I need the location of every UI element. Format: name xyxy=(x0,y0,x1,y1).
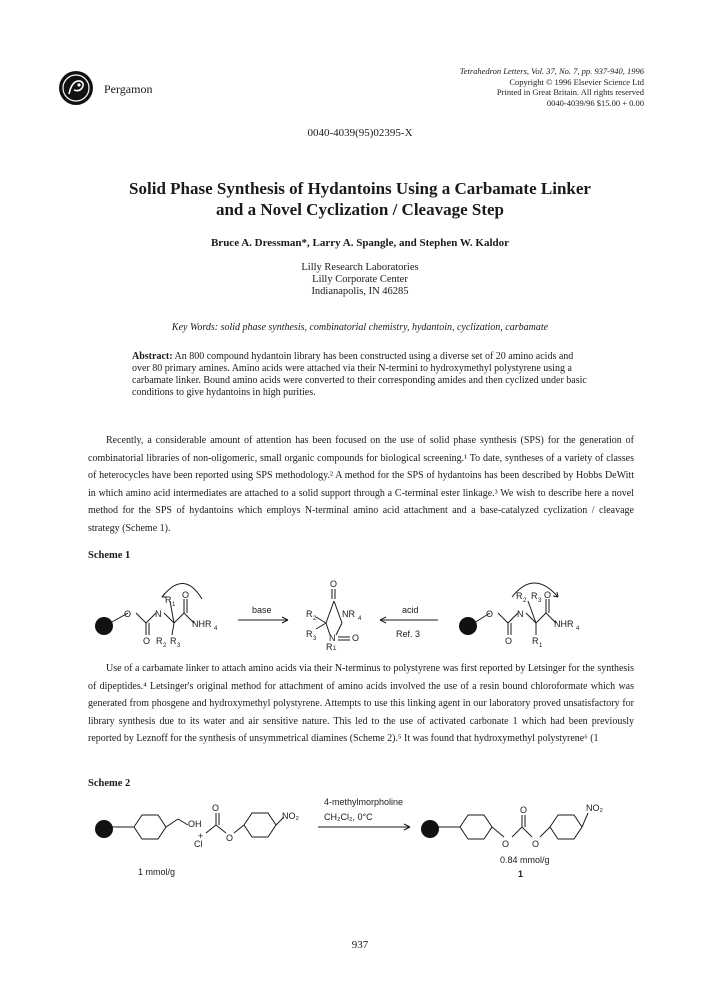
s1-left-o-link: O xyxy=(124,609,132,619)
pergamon-logo xyxy=(58,70,94,106)
s2-compound-number: 1 xyxy=(518,869,524,879)
s1-hyd-r3: R xyxy=(306,629,313,639)
s1-right-r3-sub: 3 xyxy=(538,598,542,604)
keywords: Key Words: solid phase synthesis, combinatorial chemistry, hydantoin, cyclization, carbamate xyxy=(171,322,549,333)
affiliation-line-1: Lilly Research Laboratories xyxy=(301,262,419,273)
journal-line-4: 0040-4039/96 $15.00 + 0.00 xyxy=(546,97,644,108)
publisher-name: Pergamon xyxy=(104,82,153,96)
s1-right-r1: R xyxy=(532,636,539,646)
s1-left-r3: R xyxy=(170,636,177,646)
s1-left-nhr-sub: 4 xyxy=(214,626,218,632)
s2-reagent-1: 4-methylmorpholine xyxy=(324,797,404,807)
s1-hyd-o-top: O xyxy=(330,579,338,589)
scheme-1-label: Scheme 1 xyxy=(88,550,131,561)
s1-left-n: N xyxy=(155,609,162,619)
s1-left-r1-sub: 1 xyxy=(172,602,176,608)
body-paragraph-2 xyxy=(88,660,634,748)
s1-right-r2: R xyxy=(516,591,523,601)
s2-left-no2: NO₂ xyxy=(282,811,299,821)
s1-left-r2-sub: 2 xyxy=(163,643,167,649)
body-paragraph-1 xyxy=(88,432,634,538)
article-title xyxy=(60,178,660,220)
s1-hyd-nr: NR xyxy=(342,609,355,619)
s2-cl: Cl xyxy=(194,839,203,849)
s2-left-o-carbonyl: O xyxy=(212,803,220,813)
affiliation-line-3: Indianapolis, IN 46285 xyxy=(311,286,409,297)
s2-right-o-carbonyl: O xyxy=(520,805,528,815)
s1-hyd-r2-sub: 2 xyxy=(313,616,317,622)
s1-right-r2-sub: 2 xyxy=(523,598,527,604)
s1-left-nhr: NHR xyxy=(192,619,212,629)
abstract xyxy=(132,351,590,399)
journal-line-2: Copyright © 1996 Elsevier Science Ltd xyxy=(509,76,644,87)
s1-hyd-o: O xyxy=(352,633,360,643)
s1-left-r1: R xyxy=(165,595,172,605)
s2-loading-left: 1 mmol/g xyxy=(138,867,176,877)
journal-line-3: Printed in Great Britain. All rights reserved xyxy=(496,87,644,97)
s2-loading-right: 0.84 mmol/g xyxy=(500,855,550,865)
s2-right-no2: NO₂ xyxy=(586,803,603,813)
s1-right-r1-sub: 1 xyxy=(539,643,543,649)
affiliation xyxy=(60,262,660,298)
s2-right-o-link-a: O xyxy=(502,839,510,849)
s1-hyd-n: N xyxy=(329,633,336,643)
title-line-1: Solid Phase Synthesis of Hydantoins Using a Carbamate Linker xyxy=(129,179,591,198)
s1-arrow-base-label: base xyxy=(252,605,272,615)
scheme-2-diagram xyxy=(88,795,628,880)
page-number: 937 xyxy=(351,939,369,951)
affiliation-line-2: Lilly Corporate Center xyxy=(312,274,408,285)
s1-right-n: N xyxy=(517,609,524,619)
s1-left-o-top: O xyxy=(182,590,190,600)
s1-right-nhr-sub: 4 xyxy=(576,626,580,632)
scheme-2-label: Scheme 2 xyxy=(88,778,131,789)
s1-hyd-r1-sub: 1 xyxy=(333,646,337,650)
s2-plus: + xyxy=(198,831,204,841)
author-list: Bruce A. Dressman*, Larry A. Spangle, and Stephen W. Kaldor xyxy=(210,237,510,249)
s1-arrow-acid-label: acid xyxy=(402,605,419,615)
s2-left-o-link: O xyxy=(226,833,234,843)
s1-left-r2: R xyxy=(156,636,163,646)
scheme-1-diagram xyxy=(88,575,628,650)
paragraph-2-text: Use of a carbamate linker to attach amino acids via their N-terminus to polystyrene was first reported by Letsinger for the synthesis of dipeptides.⁴ Letsinger's original method for attachment of amino acids involved the use of a resin bound chloroformate which was generated from phosgene and hydroxymethyl polystyrene. Attempts to use this linking agent in our laboratory proved unsatisfactory for library synthesis due to its water and air sensitive nature. This led to the use of activated carbonate 1 which had been previously reported by Leznoff for the synthesis of unsymmetrical diamines (Scheme 2).⁵ It was found that hydroxymethyl polystyrene⁶ (1 xyxy=(88,663,634,745)
s1-right-o-bottom: O xyxy=(505,636,513,646)
s1-right-o-top: O xyxy=(544,590,552,600)
doi-code: 0040-4039(95)02395-X xyxy=(307,127,413,139)
s1-hyd-r1: R xyxy=(326,642,333,650)
paragraph-1-text: Recently, a considerable amount of attention has been focused on the use of solid phase synthesis (SPS) for the generation of combinatorial libraries of non-oligomeric, small organic compounds for biological screening.¹ To date, syntheses of a variety of classes of heterocycles have been reported using SPS methodology.² A method for the SPS of hydantoins has been described by Hobbs DeWitt in which amino acid intermediates are attached to a solid support through a C-terminal ester linkage.³ We wish to describe here a novel method for the SPS of hydantoins which employs N-terminal amino acid attachment and a base-catalyzed cyclization / cleavage strategy (Scheme 1). xyxy=(88,435,634,534)
title-line-2: and a Novel Cyclization / Cleavage Step xyxy=(215,200,505,219)
s2-oh: OH xyxy=(188,819,202,829)
journal-citation xyxy=(344,66,644,108)
s2-reagent-2: CH₂Cl₂, 0°C xyxy=(324,812,373,822)
s1-left-r3-sub: 3 xyxy=(177,643,181,649)
s1-hyd-r3-sub: 3 xyxy=(313,636,317,642)
s1-right-nhr: NHR xyxy=(554,619,574,629)
abstract-text: An 800 compound hydantoin library has been constructed using a diverse set of 20 amino acids and over 80 primary amines. Amino acids were attached via their N-termini to hydroxymethyl polystyrene using a carbamate linker. Bound amino acids were converted to their corresponding amides and then cyclized under basic conditions to give hydantoins in high purities. xyxy=(132,351,587,398)
s1-left-o-bottom: O xyxy=(143,636,151,646)
s1-right-r3: R xyxy=(531,591,538,601)
s1-right-o-link: O xyxy=(486,609,494,619)
journal-line-1: Tetrahedron Letters, Vol. 37, No. 7, pp. 937-940, 1996 xyxy=(459,66,644,76)
s1-ref-label: Ref. 3 xyxy=(396,629,421,639)
s1-hyd-r2: R xyxy=(306,609,313,619)
s1-hyd-nr-sub: 4 xyxy=(358,616,362,622)
abstract-label: Abstract: xyxy=(132,351,173,362)
s2-right-o-link-b: O xyxy=(532,839,540,849)
